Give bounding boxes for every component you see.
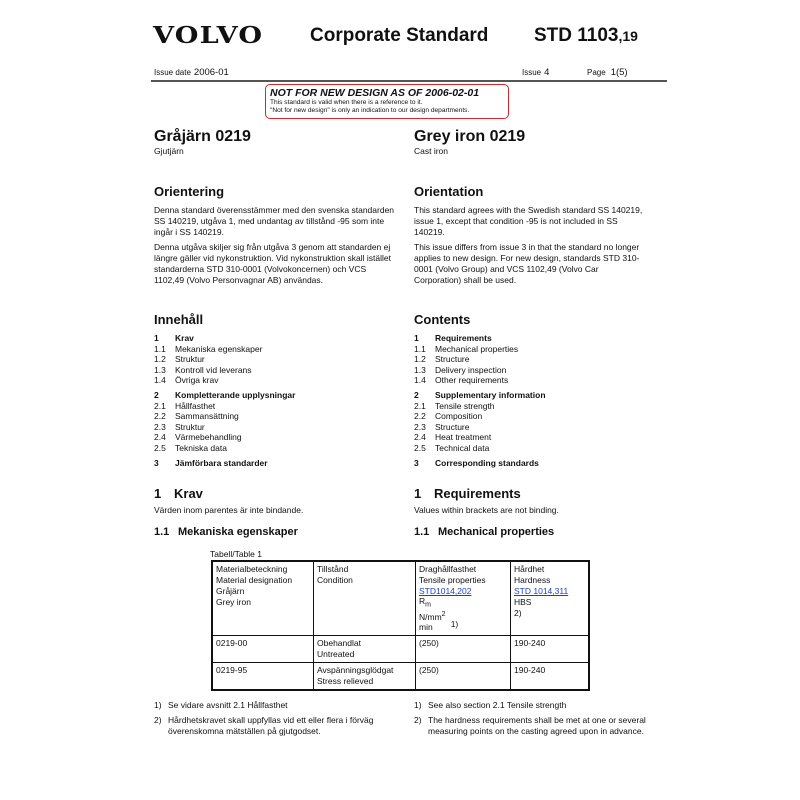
toc-item	[414, 422, 664, 433]
toc-item	[414, 333, 664, 344]
toc-item-label: Supplementary information	[435, 389, 546, 400]
toc-item-number: 1.1	[154, 343, 166, 354]
title-sv: Gråjärn 0219	[154, 128, 251, 145]
footnote-1-sv	[154, 700, 386, 711]
orientation-sv	[154, 184, 396, 286]
toc-list-sv	[154, 333, 404, 468]
toc-item	[154, 443, 404, 454]
toc-item-number: 3	[414, 457, 419, 468]
footnote-num: 2)	[414, 714, 422, 725]
cell-tensile: (250)	[416, 662, 511, 690]
section-1-text-sv: Värden inom parentes är inte bindande.	[154, 505, 304, 515]
toc-item-number: 2	[414, 389, 419, 400]
orientation-heading-sv: Orientering	[154, 184, 225, 199]
toc-item-number: 2.1	[414, 400, 426, 411]
section-1-sv	[154, 486, 404, 539]
link-std-1014-311[interactable]: STD 1014,311	[514, 586, 569, 596]
page-label: Page	[587, 68, 606, 77]
toc-item-number: 2.1	[154, 400, 166, 411]
toc-item-label: Heat treatment	[435, 432, 492, 443]
toc-item-label: Delivery inspection	[435, 364, 507, 375]
standard-number	[534, 25, 638, 47]
toc-item-label: Hållfasthet	[175, 400, 216, 411]
orientation-heading-en: Orientation	[414, 184, 484, 199]
subtitle-sv: Gjutjärn	[154, 146, 184, 156]
orientation-p2-en: This issue differs from issue 3 in that the standard no longer applies to new design. For new design, standards STD 310-0001 (Volvo Group) and VCS 1102,49 (Volvo Car Corporation) shall be used.	[414, 242, 640, 285]
toc-item	[154, 411, 404, 422]
toc-item	[154, 333, 404, 344]
toc-item-number: 2.3	[154, 421, 166, 432]
section-1-1-num-en: 1.1	[414, 525, 430, 538]
toc-item-number: 2	[154, 389, 159, 400]
toc-item-label: Kontroll vid leverans	[175, 364, 252, 375]
header-divider	[151, 80, 667, 82]
toc-item-label: Other requirements	[435, 375, 509, 386]
header-hardness-unit: HBS	[514, 597, 532, 607]
link-std-1014-202[interactable]: STD1014,202	[419, 586, 472, 596]
toc-item-number: 1.4	[154, 375, 166, 386]
toc-item	[414, 443, 664, 454]
section-1-title-en: Requirements	[434, 486, 521, 501]
issue	[522, 67, 549, 78]
page-value: 1(5)	[610, 67, 628, 78]
not-for-new-design-notice	[265, 84, 509, 119]
subtitle-en: Cast iron	[414, 146, 449, 156]
toc-item-label: Värmebehandling	[175, 432, 242, 443]
header-condition-sv: Tillstånd	[317, 564, 349, 574]
header-tensile-rm	[419, 597, 507, 610]
toc-item	[154, 390, 404, 401]
table-caption: Tabell/Table 1	[210, 549, 262, 559]
toc-item-label: Jämförbara standarder	[175, 457, 268, 468]
footnote-1-en	[414, 700, 646, 711]
table-header-row	[212, 561, 589, 635]
cell-condition	[314, 635, 416, 662]
toc-item	[414, 411, 664, 422]
header-material-sv: Gråjärn	[216, 586, 245, 596]
toc-item	[154, 375, 404, 386]
footnote-num: 2)	[154, 714, 162, 725]
toc-item	[414, 458, 664, 469]
toc-item-label: Kompletterande upplysningar	[175, 389, 296, 400]
toc-item	[154, 354, 404, 365]
header-designation	[212, 561, 314, 635]
toc-item-number: 2.3	[414, 421, 426, 432]
cell-condition	[314, 662, 416, 690]
cell-hardness: 190-240	[511, 662, 590, 690]
issue-date-value: 2006-01	[193, 67, 229, 78]
section-1-en	[414, 486, 664, 539]
cell-designation: 0219-95	[212, 662, 314, 690]
footnote-text: See also section 2.1 Tensile strength	[428, 700, 567, 710]
header-material-en: Grey iron	[216, 597, 251, 607]
toc-item	[414, 354, 664, 365]
section-1-num-sv: 1	[154, 486, 162, 501]
document-type: Corporate Standard	[310, 25, 489, 46]
footnote-text: The hardness requirements shall be met at one or several measuring points on the casting agreed upon in advance.	[428, 714, 646, 736]
header-hardness-en: Hardness	[514, 575, 551, 585]
toc-item	[414, 401, 664, 412]
unit-superscript: 2	[441, 610, 446, 618]
toc-item-number: 1.3	[414, 364, 426, 375]
header-tensile-sv: Draghållfasthet	[419, 564, 477, 574]
cell-condition-sv: Obehandlat	[317, 637, 361, 648]
toc-item-label: Sammansättning	[175, 411, 239, 422]
cell-tensile: (250)	[416, 635, 511, 662]
toc-item-number: 2.2	[154, 411, 166, 422]
toc-item-label: Corresponding standards	[435, 457, 539, 468]
title-block-sv	[154, 128, 404, 156]
contents-en	[414, 312, 664, 468]
issue-value: 4	[544, 67, 550, 78]
header-hardness-sv: Hårdhet	[514, 564, 545, 574]
toc-item-number: 2.2	[414, 411, 426, 422]
toc-item-number: 1.2	[414, 354, 426, 365]
orientation-en	[414, 184, 646, 286]
toc-item-number: 2.4	[154, 432, 166, 443]
toc-item-label: Technical data	[435, 442, 490, 453]
cell-condition-en: Stress relieved	[317, 675, 374, 686]
section-1-heading-en	[414, 486, 664, 501]
footnote-text: Se vidare avsnitt 2.1 Hållfasthet	[168, 700, 288, 710]
standard-number-suffix: ,19	[618, 28, 638, 44]
footnote-num: 1)	[414, 700, 422, 710]
header-condition-en: Condition	[317, 575, 353, 585]
title-block-en	[414, 128, 664, 156]
toc-item-label: Mechanical properties	[435, 343, 519, 354]
orientation-p1-sv: Denna standard överensstämmer med den svenska standarden SS 140219, utgåva 1, med undantag av tillstånd -95 som inte ingår i SS 140219.	[154, 205, 395, 237]
issue-label: Issue	[522, 68, 542, 77]
toc-item	[154, 432, 404, 443]
header-tensile-min	[419, 618, 507, 633]
footnote-ref-2: 2)	[514, 608, 522, 618]
footnote-text: Hårdhetskravet skall uppfyllas vid ett eller flera i förväg överenskomna mätställen på gjutgodset.	[168, 714, 374, 736]
toc-item-label: Struktur	[175, 421, 205, 432]
unit-text: N/mm	[419, 611, 442, 622]
toc-item	[414, 365, 664, 376]
toc-item-number: 1	[154, 333, 159, 343]
section-1-1-num-sv: 1.1	[154, 525, 170, 538]
section-1-1-heading-en	[414, 526, 664, 539]
toc-item-number: 1.3	[154, 364, 166, 375]
rm-subscript: m	[425, 601, 431, 609]
section-1-heading-sv	[154, 486, 404, 501]
issue-date	[154, 67, 229, 78]
toc-item	[154, 458, 404, 469]
rm-symbol: R	[419, 596, 426, 606]
toc-item-label: Tekniska data	[175, 442, 227, 453]
mechanical-properties-table	[211, 560, 590, 691]
orientation-p1-en: This standard agrees with the Swedish standard SS 140219, issue 1, except that condition -95 is not included in SS 140219.	[414, 205, 643, 237]
toc-item	[414, 375, 664, 386]
header-tensile-unit	[419, 610, 507, 622]
toc-item-label: Structure	[435, 354, 470, 365]
section-1-1-heading-sv	[154, 526, 404, 539]
min-label: min	[419, 621, 433, 632]
header-condition	[314, 561, 416, 635]
toc-item-number: 2.4	[414, 432, 426, 443]
toc-item	[414, 390, 664, 401]
toc-item-label: Tensile strength	[435, 400, 495, 411]
header-hardness	[511, 561, 590, 635]
toc-list-en	[414, 333, 664, 468]
cell-hardness: 190-240	[511, 635, 590, 662]
issue-date-label: Issue date	[154, 68, 191, 77]
section-1-1-title-sv: Mekaniska egenskaper	[178, 525, 298, 538]
toc-item-number: 1	[414, 333, 419, 343]
toc-item-label: Requirements	[435, 333, 492, 343]
orientation-p2-sv: Denna utgåva skiljer sig från utgåva 3 genom att standarden ej längre gäller vid nykonstruktion. Vid nykonstruktion skall istället standarderna STD 310-0001 (Volvokoncernen) och VCS 1102,49 (Volvo Personvagnar AB) användas.	[154, 242, 392, 285]
toc-item-number: 2.5	[154, 442, 166, 453]
toc-item-label: Structure	[435, 421, 470, 432]
page-number	[587, 67, 628, 78]
toc-item	[414, 344, 664, 355]
section-1-1-title-en: Mechanical properties	[438, 525, 555, 538]
toc-item-label: Övriga krav	[175, 375, 219, 386]
cell-designation: 0219-00	[212, 635, 314, 662]
contents-heading-en: Contents	[414, 312, 471, 327]
header-designation-sv: Materialbeteckning	[216, 564, 288, 574]
section-1-num-en: 1	[414, 486, 422, 501]
toc-item	[154, 401, 404, 412]
toc-item-number: 1.1	[414, 343, 426, 354]
cell-condition-en: Untreated	[317, 648, 355, 659]
section-1-text-en: Values within brackets are not binding.	[414, 505, 559, 515]
table-row	[212, 635, 589, 662]
title-en: Grey iron 0219	[414, 128, 526, 145]
header-designation-en: Material designation	[216, 575, 293, 585]
footnote-2-sv	[154, 715, 386, 737]
footnotes-en	[414, 700, 646, 736]
section-1-title-sv: Krav	[174, 486, 203, 501]
footnote-num: 1)	[154, 700, 162, 710]
toc-item-label: Mekaniska egenskaper	[175, 343, 263, 354]
contents-heading-sv: Innehåll	[154, 312, 204, 327]
contents-sv	[154, 312, 404, 468]
toc-item	[154, 422, 404, 433]
toc-item-number: 3	[154, 457, 159, 468]
toc-item-label: Composition	[435, 411, 483, 422]
header-tensile	[416, 561, 511, 635]
toc-item-number: 1.4	[414, 375, 426, 386]
footnote-2-en	[414, 715, 646, 737]
toc-item-label: Krav	[175, 333, 194, 343]
header-tensile-en: Tensile properties	[419, 575, 486, 585]
volvo-logo: VOLVO	[153, 22, 264, 49]
notice-line-2: "Not for new design" is only an indication to our design departments.	[270, 107, 470, 114]
table-row	[212, 662, 589, 690]
notice-title: NOT FOR NEW DESIGN AS OF 2006-02-01	[270, 87, 480, 99]
footnote-ref-1: 1)	[450, 618, 459, 629]
toc-item	[154, 344, 404, 355]
standard-number-main: STD 1103	[534, 25, 619, 46]
toc-item-number: 2.5	[414, 442, 426, 453]
notice-line-1: This standard is valid when there is a reference to it.	[270, 99, 423, 106]
toc-item	[154, 365, 404, 376]
cell-condition-sv: Avspänningsglödgat	[317, 664, 394, 675]
toc-item	[414, 432, 664, 443]
footnotes-sv	[154, 700, 386, 736]
toc-item-number: 1.2	[154, 354, 166, 365]
toc-item-label: Struktur	[175, 354, 205, 365]
